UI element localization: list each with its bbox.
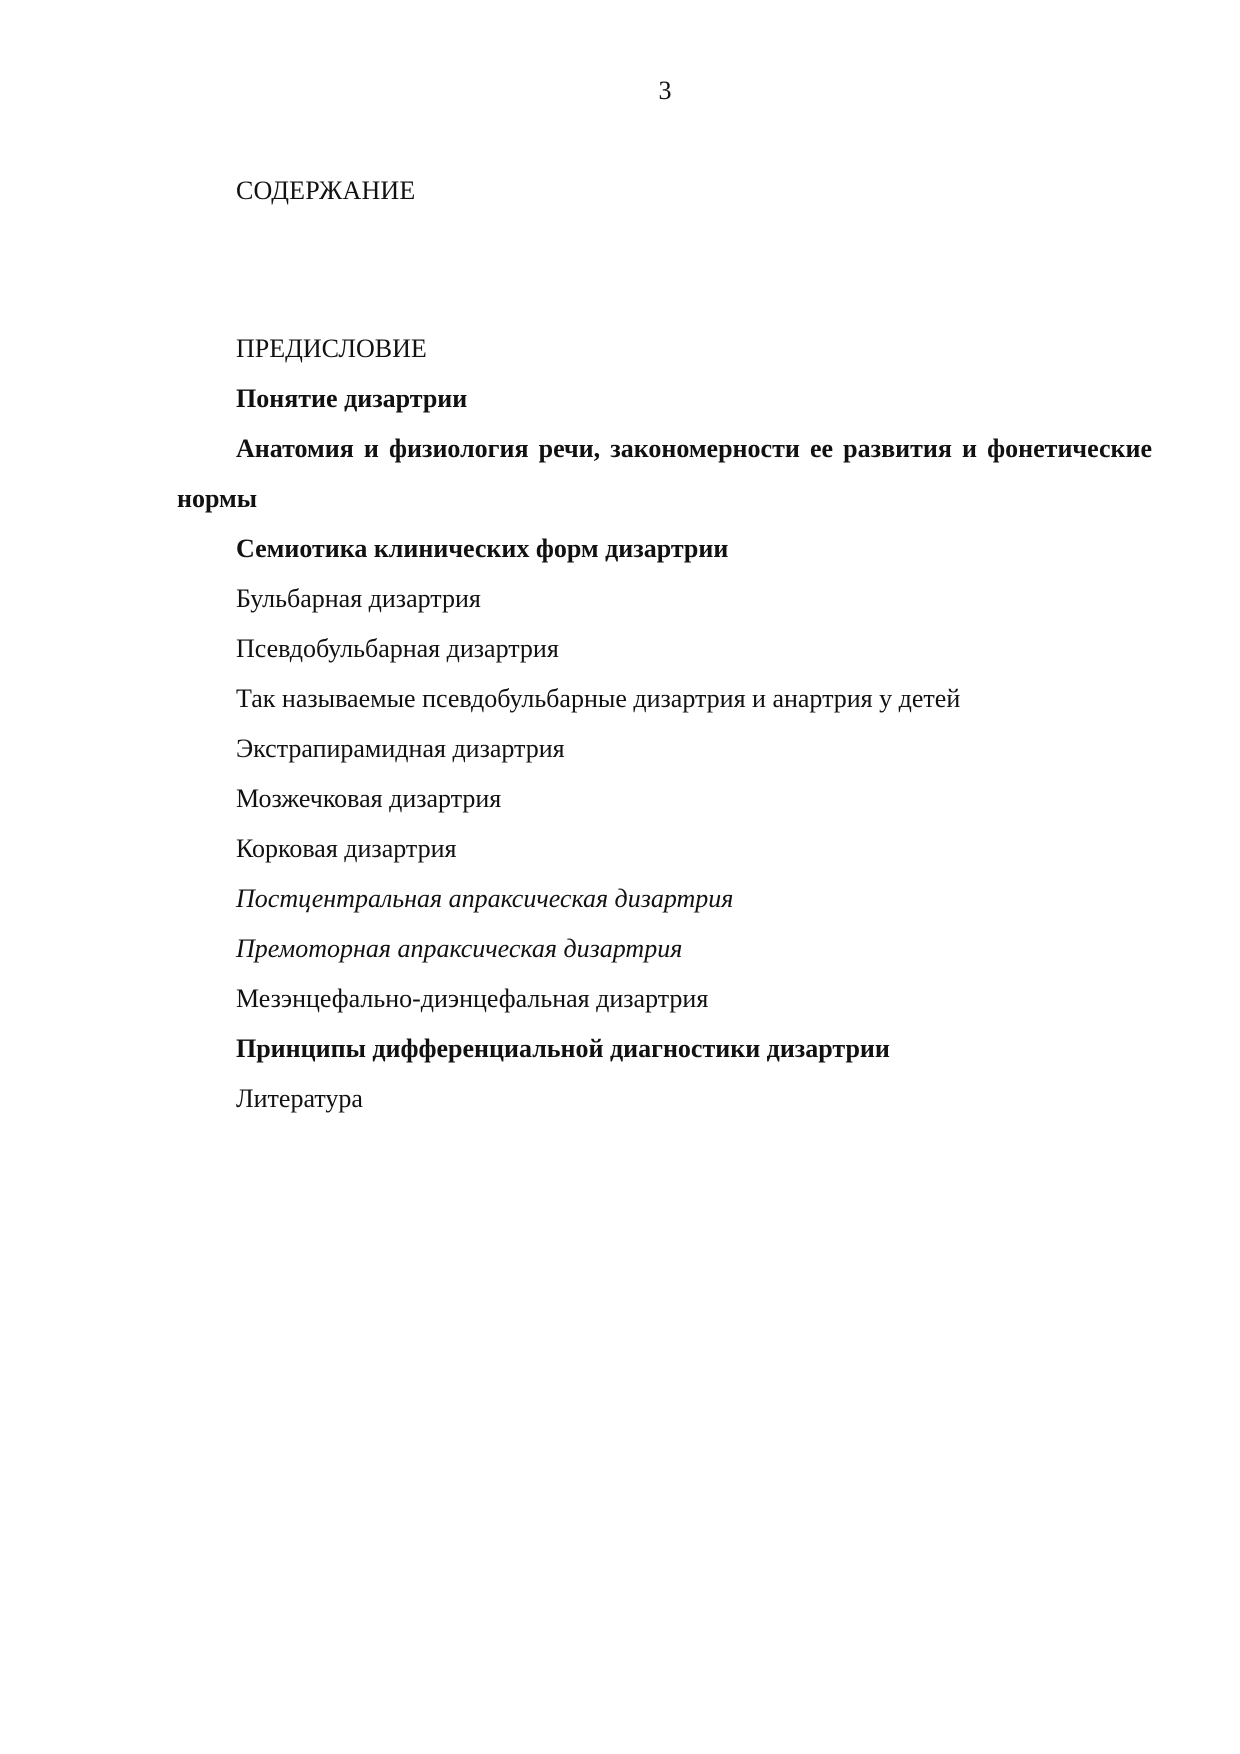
toc-item-clinical-forms-semiotics[interactable]: Семиотика клинических форм дизартрии bbox=[236, 534, 729, 563]
toc-item-premotor-apraxic[interactable]: Премоторная апраксическая дизартрия bbox=[236, 934, 683, 963]
toc-title: СОДЕРЖАНИЕ bbox=[236, 176, 416, 205]
table-of-contents bbox=[177, 324, 1152, 1124]
toc-item-postcentral-apraxic[interactable]: Постцентральная апраксическая дизартрия bbox=[236, 884, 734, 913]
toc-item-preface[interactable]: ПРЕДИСЛОВИЕ bbox=[236, 334, 427, 363]
toc-item-differential-diagnosis[interactable]: Принципы дифференциальной диагностики дизартрии bbox=[236, 1034, 890, 1063]
toc-item-extrapyramidal-dysarthria[interactable]: Экстрапирамидная дизартрия bbox=[236, 734, 565, 763]
toc-item-mesencephalic-diencephalic[interactable]: Мезэнцефально-диэнцефальная дизартрия bbox=[236, 984, 709, 1013]
toc-item-bulbar-dysarthria[interactable]: Бульбарная дизартрия bbox=[236, 584, 481, 613]
toc-item-dysarthria-concept[interactable]: Понятие дизартрии bbox=[236, 384, 468, 413]
toc-item-cerebellar-dysarthria[interactable]: Мозжечковая дизартрия bbox=[236, 784, 502, 813]
toc-item-pseudobulbar-dysarthria[interactable]: Псевдобульбарная дизартрия bbox=[236, 634, 559, 663]
toc-item-pseudobulbar-children[interactable]: Так называемые псевдобульбарные дизартрия и анартрия у детей bbox=[236, 684, 961, 713]
page-number: 3 bbox=[658, 76, 672, 105]
toc-item-literature[interactable]: Литература bbox=[236, 1084, 363, 1113]
toc-item-cortical-dysarthria[interactable]: Корковая дизартрия bbox=[236, 834, 457, 863]
toc-item-speech-anatomy-physiology[interactable]: Анатомия и физиология речи, закономерности ее развития и фонетические нормы bbox=[177, 434, 1152, 513]
